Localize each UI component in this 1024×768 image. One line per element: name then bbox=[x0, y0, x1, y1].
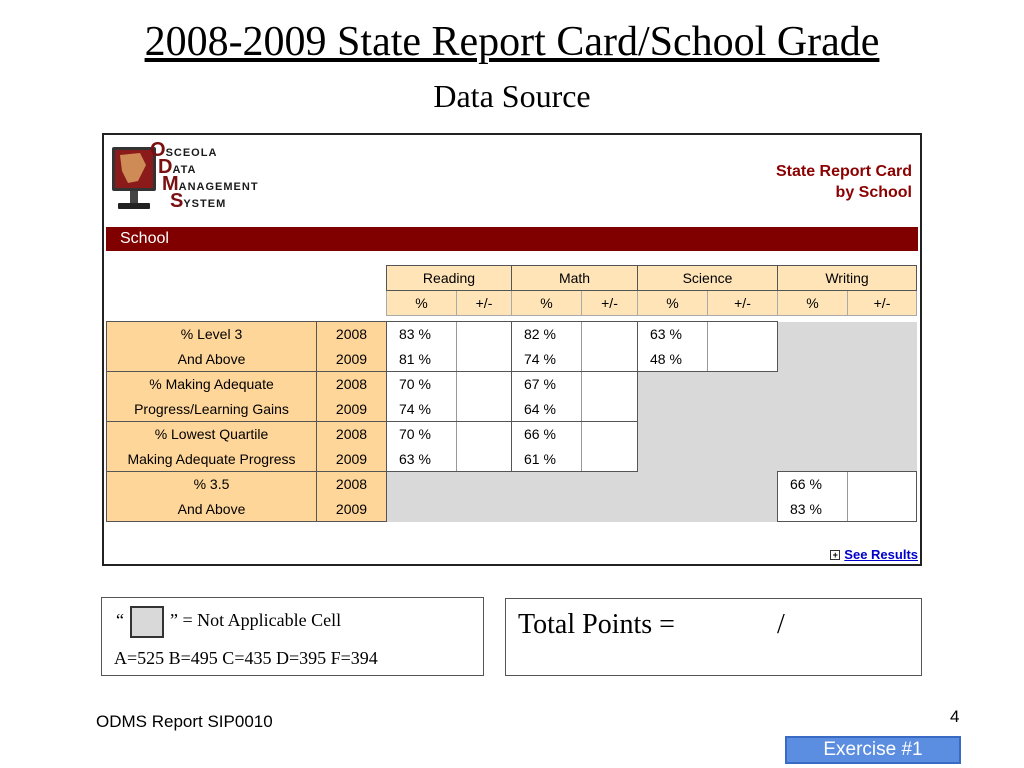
reading-change bbox=[457, 372, 512, 397]
page-number: 4 bbox=[950, 707, 960, 726]
math-change bbox=[582, 322, 638, 347]
math-pct: 64 % bbox=[512, 397, 582, 422]
table-row bbox=[107, 472, 917, 497]
na-cell bbox=[638, 397, 917, 422]
na-cell bbox=[638, 422, 917, 447]
math-pct: 67 % bbox=[512, 372, 582, 397]
report-title: State Report Card by School bbox=[775, 163, 912, 201]
na-cell bbox=[638, 447, 917, 472]
sub-header: +/- bbox=[708, 291, 778, 316]
reading-pct: 70 % bbox=[387, 372, 457, 397]
table-row bbox=[107, 347, 917, 372]
total-points-slash: / bbox=[777, 609, 785, 640]
reading-change bbox=[457, 397, 512, 422]
na-cell bbox=[387, 472, 778, 497]
math-pct: 66 % bbox=[512, 422, 582, 447]
table-row bbox=[107, 447, 917, 472]
year-cell: 2009 bbox=[317, 497, 387, 522]
footer-report-id: ODMS Report SIP0010 bbox=[96, 712, 273, 731]
year-cell: 2009 bbox=[317, 447, 387, 472]
table-row bbox=[107, 397, 917, 422]
sub-header: % bbox=[387, 291, 457, 316]
year-cell: 2008 bbox=[317, 322, 387, 347]
year-cell: 2009 bbox=[317, 397, 387, 422]
writing-change bbox=[848, 497, 917, 522]
logo-line-1: OSCEOLA bbox=[150, 139, 218, 161]
subject-header: Science bbox=[638, 266, 778, 291]
sub-header: +/- bbox=[582, 291, 638, 316]
school-header-bar: School bbox=[106, 227, 918, 251]
reading-pct: 81 % bbox=[387, 347, 457, 372]
report-card-table bbox=[106, 265, 917, 522]
writing-pct: 83 % bbox=[778, 497, 848, 522]
table-row bbox=[107, 497, 917, 522]
science-pct: 63 % bbox=[638, 322, 708, 347]
subject-header: Math bbox=[512, 266, 638, 291]
writing-pct: 66 % bbox=[778, 472, 848, 497]
na-swatch bbox=[130, 606, 164, 638]
reading-pct: 70 % bbox=[387, 422, 457, 447]
legend-box bbox=[101, 597, 484, 676]
math-change bbox=[582, 372, 638, 397]
math-change bbox=[582, 447, 638, 472]
exercise-button[interactable]: Exercise #1 bbox=[785, 736, 961, 764]
reading-change bbox=[457, 447, 512, 472]
subject-header: Writing bbox=[778, 266, 917, 291]
subject-header: Reading bbox=[387, 266, 512, 291]
table-row bbox=[107, 422, 917, 447]
math-change bbox=[582, 347, 638, 372]
science-pct: 48 % bbox=[638, 347, 708, 372]
reading-pct: 74 % bbox=[387, 397, 457, 422]
expand-plus-icon: + bbox=[830, 550, 840, 560]
na-cell bbox=[638, 372, 917, 397]
total-points-label: Total Points = bbox=[518, 609, 675, 640]
slide-title: 2008-2009 State Report Card/School Grade bbox=[144, 19, 880, 65]
row-label: And Above bbox=[107, 497, 317, 522]
logo-line-3: MANAGEMENT bbox=[162, 173, 259, 195]
table-row bbox=[107, 322, 917, 347]
odms-logo bbox=[110, 141, 315, 217]
slide-subtitle: Data Source bbox=[433, 78, 591, 114]
na-cell bbox=[778, 347, 917, 372]
row-label: % Making Adequate bbox=[107, 372, 317, 397]
reading-change bbox=[457, 322, 512, 347]
row-label: % Lowest Quartile bbox=[107, 422, 317, 447]
reading-pct: 63 % bbox=[387, 447, 457, 472]
year-cell: 2008 bbox=[317, 372, 387, 397]
total-points-box bbox=[505, 598, 922, 676]
table-row bbox=[107, 372, 917, 397]
sub-header: +/- bbox=[457, 291, 512, 316]
sub-header: +/- bbox=[848, 291, 917, 316]
math-pct: 82 % bbox=[512, 322, 582, 347]
na-cell bbox=[387, 497, 778, 522]
math-change bbox=[582, 397, 638, 422]
see-results-link[interactable]: + See Results bbox=[830, 547, 918, 562]
reading-pct: 83 % bbox=[387, 322, 457, 347]
sub-header: % bbox=[778, 291, 848, 316]
logo-line-4: SYSTEM bbox=[170, 190, 227, 212]
na-legend: “ ” = Not Applicable Cell bbox=[116, 606, 341, 638]
row-label: % Level 3 bbox=[107, 322, 317, 347]
row-label: Progress/Learning Gains bbox=[107, 397, 317, 422]
science-change bbox=[708, 347, 778, 372]
na-cell bbox=[778, 322, 917, 347]
math-pct: 74 % bbox=[512, 347, 582, 372]
reading-change bbox=[457, 347, 512, 372]
subject-header-row bbox=[107, 266, 917, 291]
year-cell: 2009 bbox=[317, 347, 387, 372]
reading-change bbox=[457, 422, 512, 447]
year-cell: 2008 bbox=[317, 472, 387, 497]
science-change bbox=[708, 322, 778, 347]
logo-line-2: DATA bbox=[158, 156, 197, 178]
math-change bbox=[582, 422, 638, 447]
row-label: And Above bbox=[107, 347, 317, 372]
year-cell: 2008 bbox=[317, 422, 387, 447]
sub-header: % bbox=[512, 291, 582, 316]
writing-change bbox=[848, 472, 917, 497]
sub-header: % bbox=[638, 291, 708, 316]
report-card-screenshot bbox=[102, 133, 922, 566]
sub-header-row bbox=[107, 291, 917, 316]
row-label: Making Adequate Progress bbox=[107, 447, 317, 472]
grade-scale: A=525 B=495 C=435 D=395 F=394 bbox=[114, 648, 378, 668]
math-pct: 61 % bbox=[512, 447, 582, 472]
row-label: % 3.5 bbox=[107, 472, 317, 497]
